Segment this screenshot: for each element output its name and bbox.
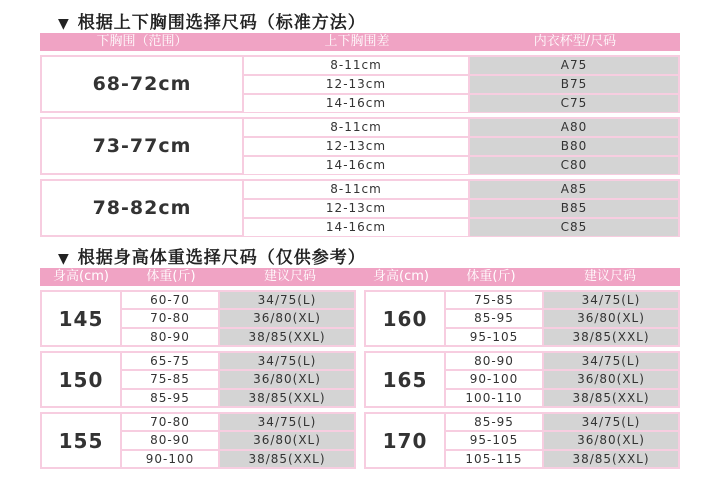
- weight-range: 80-90: [122, 329, 218, 345]
- header-weight: 体重(斤): [466, 269, 516, 284]
- bust-group: [40, 179, 680, 237]
- cup-size: C85: [470, 219, 678, 236]
- height-column-left: [40, 286, 356, 469]
- weight-range: 90-100: [446, 371, 542, 387]
- suggested-size: 36/80(XL): [544, 371, 678, 387]
- header-underbust-range: 下胸围（范围）: [96, 34, 188, 49]
- bust-group: [40, 55, 680, 113]
- bust-size-table: [40, 33, 680, 237]
- height-value: 155: [42, 414, 120, 467]
- weight-range: 70-80: [122, 414, 218, 430]
- height-group: [40, 412, 356, 469]
- height-value: 145: [42, 292, 120, 345]
- table-row: [122, 329, 354, 345]
- weight-range: 85-95: [122, 390, 218, 406]
- weight-range: 70-80: [122, 310, 218, 326]
- table-row: [122, 451, 354, 467]
- bust-diff: 12-13cm: [244, 200, 468, 217]
- header-height: 身高(cm): [373, 269, 429, 284]
- bust-diff: 12-13cm: [244, 76, 468, 93]
- header-height: 身高(cm): [53, 269, 109, 284]
- bust-diff: 14-16cm: [244, 219, 468, 236]
- table-row: [446, 329, 678, 345]
- suggested-size: 38/85(XXL): [544, 329, 678, 345]
- table-row: [446, 432, 678, 448]
- table-row: [244, 200, 678, 217]
- suggested-size: 36/80(XL): [544, 432, 678, 448]
- header-bust-difference: 上下胸围差: [324, 34, 390, 49]
- suggested-size: 38/85(XXL): [220, 451, 354, 467]
- triangle-down-icon: ▼: [58, 16, 70, 32]
- section-title-height-weight: [58, 243, 366, 268]
- weight-range: 95-105: [446, 329, 542, 345]
- table-row: [244, 181, 678, 198]
- triangle-down-icon: ▼: [58, 251, 70, 267]
- table-row: [244, 76, 678, 93]
- height-group: [40, 351, 356, 408]
- weight-range: 75-85: [122, 371, 218, 387]
- table-row: [446, 414, 678, 430]
- bust-diff: 8-11cm: [244, 181, 468, 198]
- bust-diff: 14-16cm: [244, 157, 468, 174]
- section-title-text: 根据身高体重选择尺码（仅供参考）: [77, 248, 366, 268]
- cup-size: C75: [470, 95, 678, 112]
- table-row: [446, 310, 678, 326]
- header-weight: 体重(斤): [146, 269, 196, 284]
- height-group: [364, 290, 680, 347]
- underbust-range: 73-77cm: [42, 119, 242, 173]
- height-value: 170: [366, 414, 444, 467]
- table-row: [122, 371, 354, 387]
- suggested-size: 34/75(L): [220, 292, 354, 308]
- weight-range: 100-110: [446, 390, 542, 406]
- height-weight-table: [40, 268, 680, 469]
- height-group: [40, 290, 356, 347]
- suggested-size: 36/80(XL): [220, 371, 354, 387]
- table-row: [244, 95, 678, 112]
- header-suggested-size: 建议尺码: [263, 269, 316, 284]
- header-suggested-size: 建议尺码: [583, 269, 636, 284]
- underbust-range: 78-82cm: [42, 181, 242, 235]
- cup-size: A75: [470, 57, 678, 74]
- weight-range: 65-75: [122, 353, 218, 369]
- suggested-size: 34/75(L): [220, 414, 354, 430]
- suggested-size: 38/85(XXL): [544, 451, 678, 467]
- table-row: [446, 451, 678, 467]
- table-row: [244, 219, 678, 236]
- weight-range: 105-115: [446, 451, 542, 467]
- suggested-size: 36/80(XL): [220, 310, 354, 326]
- suggested-size: 34/75(L): [220, 353, 354, 369]
- table-header: [40, 268, 680, 286]
- table-row: [122, 310, 354, 326]
- weight-range: 80-90: [122, 432, 218, 448]
- weight-range: 95-105: [446, 432, 542, 448]
- section-title-bust: [58, 8, 366, 33]
- weight-range: 85-95: [446, 414, 542, 430]
- table-header: [40, 33, 680, 51]
- table-row: [446, 353, 678, 369]
- table-row: [244, 57, 678, 74]
- underbust-range: 68-72cm: [42, 57, 242, 111]
- section-title-text: 根据上下胸围选择尺码（标准方法）: [77, 13, 366, 33]
- table-row: [122, 432, 354, 448]
- table-row: [446, 390, 678, 406]
- bust-diff: 12-13cm: [244, 138, 468, 155]
- weight-range: 80-90: [446, 353, 542, 369]
- cup-size: A85: [470, 181, 678, 198]
- suggested-size: 38/85(XXL): [220, 329, 354, 345]
- cup-size: B85: [470, 200, 678, 217]
- table-row: [122, 390, 354, 406]
- suggested-size: 34/75(L): [544, 292, 678, 308]
- weight-range: 90-100: [122, 451, 218, 467]
- table-row: [244, 138, 678, 155]
- bust-group: [40, 117, 680, 175]
- suggested-size: 34/75(L): [544, 353, 678, 369]
- cup-size: A80: [470, 119, 678, 136]
- table-row: [244, 157, 678, 174]
- bust-diff: 8-11cm: [244, 119, 468, 136]
- table-row: [122, 292, 354, 308]
- suggested-size: 38/85(XXL): [220, 390, 354, 406]
- suggested-size: 36/80(XL): [544, 310, 678, 326]
- table-row: [122, 414, 354, 430]
- weight-range: 60-70: [122, 292, 218, 308]
- bust-diff: 14-16cm: [244, 95, 468, 112]
- cup-size: B80: [470, 138, 678, 155]
- suggested-size: 38/85(XXL): [544, 390, 678, 406]
- weight-range: 75-85: [446, 292, 542, 308]
- header-cup-size: 内衣杯型/尺码: [533, 34, 617, 49]
- cup-size: C80: [470, 157, 678, 174]
- height-value: 165: [366, 353, 444, 406]
- height-group: [364, 412, 680, 469]
- height-value: 160: [366, 292, 444, 345]
- table-row: [446, 371, 678, 387]
- height-group: [364, 351, 680, 408]
- weight-range: 85-95: [446, 310, 542, 326]
- height-column-right: [364, 286, 680, 469]
- suggested-size: 36/80(XL): [220, 432, 354, 448]
- table-row: [446, 292, 678, 308]
- height-value: 150: [42, 353, 120, 406]
- bust-diff: 8-11cm: [244, 57, 468, 74]
- table-row: [122, 353, 354, 369]
- suggested-size: 34/75(L): [544, 414, 678, 430]
- table-row: [244, 119, 678, 136]
- cup-size: B75: [470, 76, 678, 93]
